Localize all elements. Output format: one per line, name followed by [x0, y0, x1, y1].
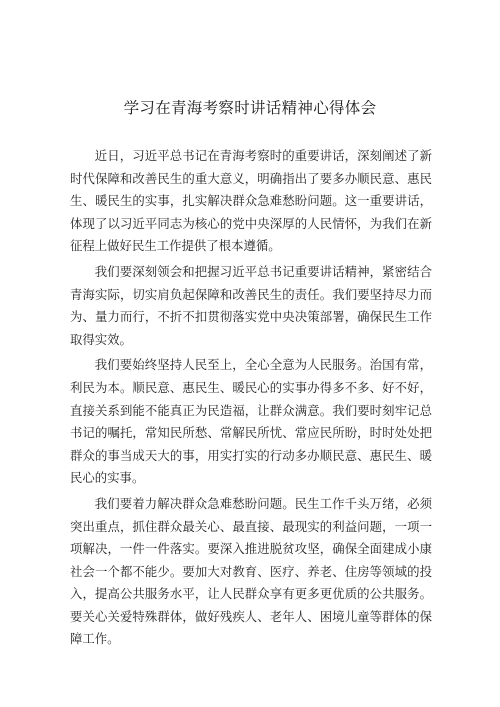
- paragraph-4: 我们要着力解决群众急难愁盼问题。民生工作千头万绪，必须突出重点，抓住群众最关心、最直接、最现实的利益问题，一项一项解决，一件一件落实。要深入推进脱贫攻坚，确保全面建成小康社会一个都不能少。要加大对教育、医疗、养老、住房等领域的投入，提高公共服务水平，让人民群众享有更多更优质的公共服务。要关心关爱特殊群体，做好残疾人、老年人、困境儿童等群体的保障工作。: [70, 495, 432, 647]
- document-title: 学习在青海考察时讲话精神心得体会: [123, 99, 377, 117]
- document-body: [70, 145, 432, 654]
- paragraph-2: 我们要深刻领会和把握习近平总书记重要讲话精神，紧密结合青海实际，切实肩负起保障和改善民生的责任。我们要坚持尽力而为、量力而行，不折不扣贯彻落实党中央决策部署，确保民生工作取得实效。: [70, 263, 432, 347]
- paragraph-1: 近日，习近平总书记在青海考察时的重要讲话，深刻阐述了新时代保障和改善民生的重大意义，明确指出了要多办顺民意、惠民生、暖民生的实事，扎实解决群众急难愁盼问题。这一重要讲话，体现了以习近平同志为核心的党中央深厚的人民情怀，为我们在新征程上做好民生工作提供了根本遵循。: [70, 148, 432, 254]
- paragraph-3: 我们要始终坚持人民至上，全心全意为人民服务。治国有常，利民为本。顺民意、惠民生、暖民心的实事办得多不多、好不好，直接关系到能不能真正为民造福，让群众满意。我们要时刻牢记总书记的嘱托，常知民所愁、常解民所忧、常应民所盼，时时处处把群众的事当成天大的事，用实打实的行动多办顺民意、惠民生、暖民心的实事。: [70, 357, 432, 486]
